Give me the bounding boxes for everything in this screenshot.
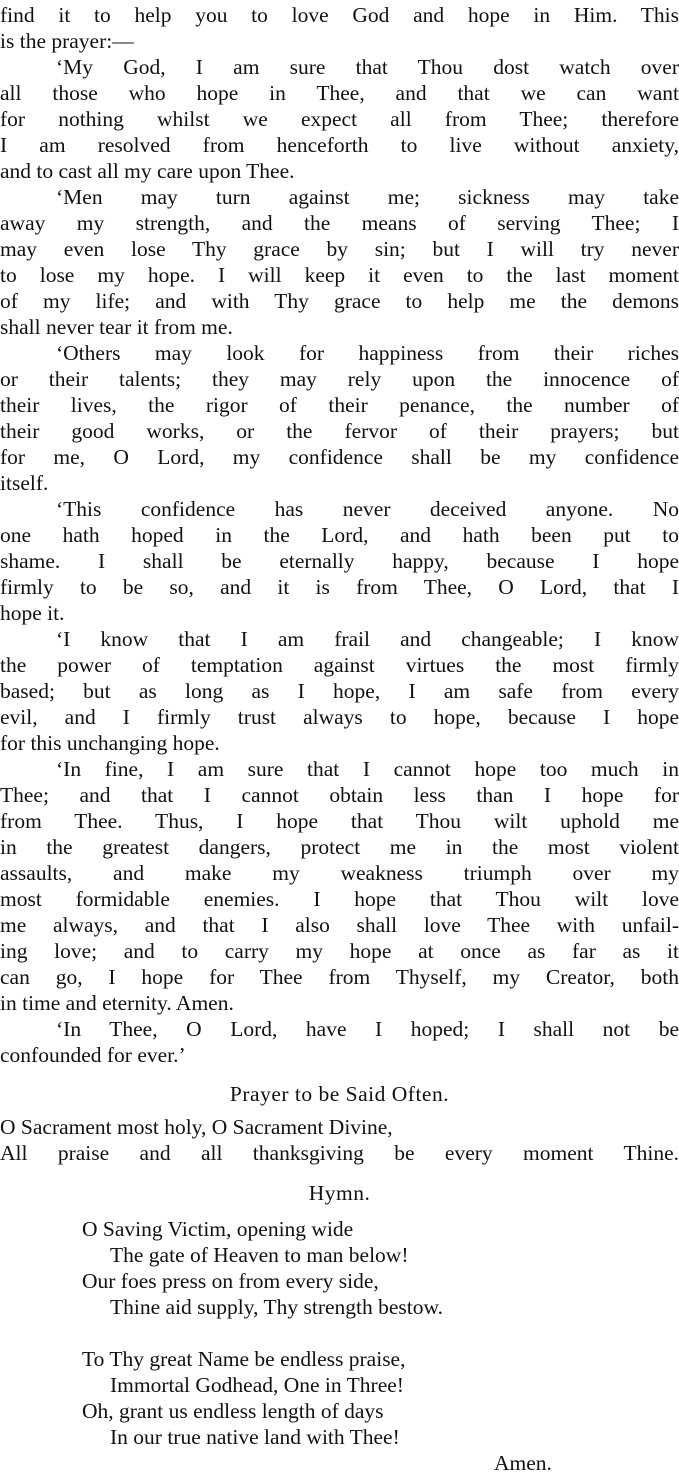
- body-line: to lose my hope. I will keep it even to the last moment: [0, 263, 679, 287]
- hymn-line: In our true native land with Thee!: [110, 1425, 400, 1449]
- body-line: ‘In fine, I am sure that I cannot hope too much in: [56, 757, 679, 781]
- body-line: Thee; and that I cannot obtain less than I hope for: [0, 783, 679, 807]
- body-line: ‘In Thee, O Lord, have I hoped; I shall not be: [56, 1017, 679, 1041]
- body-line: confounded for ever.’: [0, 1043, 186, 1067]
- body-line: may even lose Thy grace by sin; but I will try never: [0, 237, 679, 261]
- hymn-line: Immortal Godhead, One in Three!: [110, 1373, 404, 1397]
- body-line: ‘Men may turn against me; sickness may take: [56, 185, 679, 209]
- body-line: in time and eternity. Amen.: [0, 991, 234, 1015]
- body-line: hope it.: [0, 601, 65, 625]
- body-line: for this unchanging hope.: [0, 731, 220, 755]
- body-line: the power of temptation against virtues the most firmly: [0, 653, 679, 677]
- prayer-line: All praise and all thanksgiving be every moment Thine.: [0, 1141, 679, 1165]
- prayer-line: O Sacrament most holy, O Sacrament Divine,: [0, 1115, 393, 1139]
- body-line: of my life; and with Thy grace to help me the demons: [0, 289, 679, 313]
- body-line: most formidable enemies. I hope that Thou wilt love: [0, 887, 679, 911]
- body-line: is the prayer:—: [0, 29, 134, 53]
- body-line: firmly to be so, and it is from Thee, O Lord, that I: [0, 575, 679, 599]
- hymn-heading: Hymn.: [308, 1181, 371, 1205]
- hymn-line: The gate of Heaven to man below!: [110, 1243, 409, 1267]
- body-line: assaults, and make my weakness triumph over my: [0, 861, 679, 885]
- body-line: I am resolved from henceforth to live without anxiety,: [0, 133, 679, 157]
- hymn-line: Thine aid supply, Thy strength bestow.: [110, 1295, 444, 1319]
- body-line: ‘My God, I am sure that Thou dost watch over: [56, 55, 679, 79]
- body-line: or their talents; they may rely upon the innocence of: [0, 367, 679, 391]
- body-line: for me, O Lord, my confidence shall be my confidence: [0, 445, 679, 469]
- body-line: one hath hoped in the Lord, and hath been put to: [0, 523, 679, 547]
- body-line: me always, and that I also shall love Thee with unfail-: [0, 913, 679, 937]
- hymn-line: O Saving Victim, opening wide: [82, 1217, 354, 1241]
- hymn-amen: Amen.: [494, 1451, 552, 1475]
- body-line: shall never tear it from me.: [0, 315, 233, 339]
- body-line: find it to help you to love God and hope in Him. This: [0, 3, 679, 27]
- body-line: from Thee. Thus, I hope that Thou wilt uphold me: [0, 809, 679, 833]
- body-line: for nothing whilst we expect all from Thee; therefore: [0, 107, 679, 131]
- body-line: can go, I hope for Thee from Thyself, my Creator, both: [0, 965, 679, 989]
- hymn-line: Our foes press on from every side,: [82, 1269, 379, 1293]
- body-line: their lives, the rigor of their penance, the number of: [0, 393, 679, 417]
- hymn-line: To Thy great Name be endless praise,: [82, 1347, 406, 1371]
- body-line: ‘I know that I am frail and changeable; I know: [56, 627, 679, 651]
- hymn-line: Oh, grant us endless length of days: [82, 1399, 384, 1423]
- body-line: ‘Others may look for happiness from their riches: [56, 341, 679, 365]
- body-line: based; but as long as I hope, I am safe from every: [0, 679, 679, 703]
- body-line: itself.: [0, 471, 49, 495]
- body-line: shame. I shall be eternally happy, because I hope: [0, 549, 679, 573]
- body-line: in the greatest dangers, protect me in the most violent: [0, 835, 679, 859]
- body-line: away my strength, and the means of serving Thee; I: [0, 211, 679, 235]
- prayer-heading: Prayer to be Said Often.: [229, 1082, 450, 1106]
- body-line: ‘This confidence has never deceived anyone. No: [56, 497, 679, 521]
- body-line: all those who hope in Thee, and that we can want: [0, 81, 679, 105]
- body-line: and to cast all my care upon Thee.: [0, 159, 295, 183]
- body-line: evil, and I firmly trust always to hope, because I hope: [0, 705, 679, 729]
- body-line: their good works, or the fervor of their prayers; but: [0, 419, 679, 443]
- body-line: ing love; and to carry my hope at once as far as it: [0, 939, 679, 963]
